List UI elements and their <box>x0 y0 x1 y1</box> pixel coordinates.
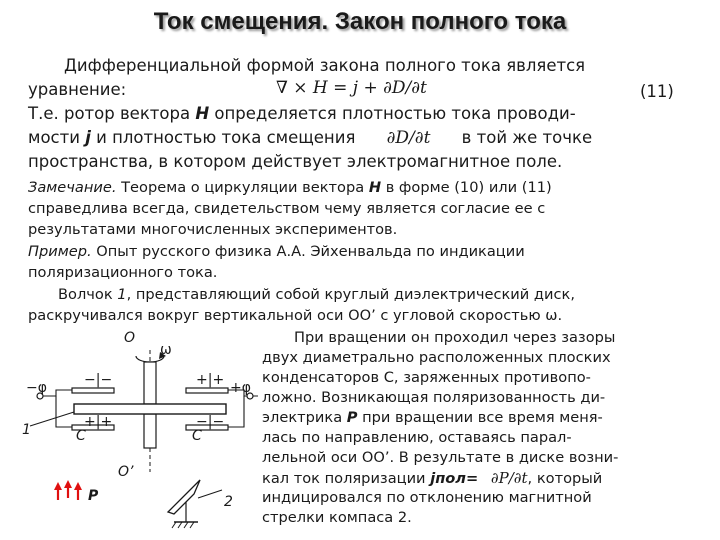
label-o-prime: O’ <box>118 464 134 480</box>
label-capacitor-left: C <box>76 428 86 444</box>
side-line-7: лельной оси OO’. В результате в диске возни- <box>262 449 619 466</box>
para1-line-3: пространства, в котором действует электромагнитное поле. <box>28 152 563 171</box>
label-p: P <box>88 488 99 504</box>
label-minus-phi: −φ <box>26 380 47 396</box>
side-line-1: При вращении он проходил через зазоры <box>294 329 616 346</box>
side-line-10: стрелки компаса 2. <box>262 509 412 526</box>
label-top-left-charge: −|− <box>84 372 113 388</box>
label-2-pointer <box>198 490 222 498</box>
left-capacitor-top-plate <box>72 388 114 393</box>
side-line-3: конденсаторов C, заряженных противопо- <box>262 369 591 386</box>
label-top-right-charge: +|+ <box>196 372 225 388</box>
side-line-8: кал ток поляризации jпол= ∂P/∂t, который <box>262 469 603 487</box>
remark-line-3: результатами многочисленных экспериментов. <box>28 221 398 238</box>
total-current-equation: ∇ × H = j + ∂D/∂t <box>276 78 427 98</box>
para1-line-2: мости j и плотностью тока смещения ∂D/∂t в той же точке <box>28 128 593 148</box>
label-two: 2 <box>224 494 233 510</box>
example-line-3: Волчок 1, представляющий собой круглый диэлектрический диск, <box>58 286 575 303</box>
label-capacitor-right: C <box>192 428 202 444</box>
side-line-9: индицировался по отклонению магнитной <box>262 489 592 506</box>
para1-line-1: Т.е. ротор вектора H определяется плотностью тока проводи- <box>28 104 576 123</box>
spindle-bottom <box>144 414 156 448</box>
left-wire-bottom <box>56 396 72 427</box>
right-wire-bottom <box>228 396 244 427</box>
equation-number: (11) <box>640 82 674 101</box>
right-capacitor-top-plate <box>186 388 228 393</box>
side-line-6: лась по направлению, оставаясь парал- <box>262 429 572 446</box>
eichenwald-experiment-diagram <box>0 322 260 538</box>
label-o: O <box>124 330 136 346</box>
polarization-arrows <box>54 480 82 500</box>
intro-line-2: уравнение: <box>28 80 127 99</box>
spindle-top <box>144 362 156 404</box>
remark-label: Замечание. <box>28 179 117 196</box>
example-line-1: Пример. Опыт русского физика А.А. Эйхенвальда по индикации <box>28 243 525 260</box>
compass-needle <box>168 480 200 514</box>
example-line-2: поляризационного тока. <box>28 264 218 281</box>
label-1-pointer <box>30 412 74 426</box>
remark-line-1: Замечание. Теорема о циркуляции вектора H в форме (10) или (11) <box>28 179 552 196</box>
label-bottom-right-charge: −|− <box>196 414 225 430</box>
side-line-4: ложно. Возникающая поляризованность ди- <box>262 389 606 406</box>
label-plus-phi: +φ <box>230 380 251 396</box>
example-label: Пример. <box>28 243 92 260</box>
label-bottom-left-charge: +|+ <box>84 414 113 430</box>
page-title: Ток смещения. Закон полного тока <box>153 8 567 35</box>
displacement-derivative: ∂D/∂t <box>386 128 431 148</box>
side-line-2: двух диаметрально расположенных плоских <box>262 349 611 366</box>
example-line-4: раскручивался вокруг вертикальной оси OO’ с угловой скоростью ω. <box>28 307 563 324</box>
intro-line-1: Дифференциальной формой закона полного тока является <box>64 56 586 75</box>
vector-h: H <box>195 104 210 123</box>
dielectric-disk <box>74 404 226 414</box>
remark-line-2: справедлива всегда, свидетельством чему является согласие ее с <box>28 200 546 217</box>
vector-j: j <box>85 128 91 147</box>
side-line-5: электрика P при вращении все время меня- <box>262 409 603 426</box>
label-omega: ω <box>160 342 172 358</box>
label-one: 1 <box>22 422 31 438</box>
